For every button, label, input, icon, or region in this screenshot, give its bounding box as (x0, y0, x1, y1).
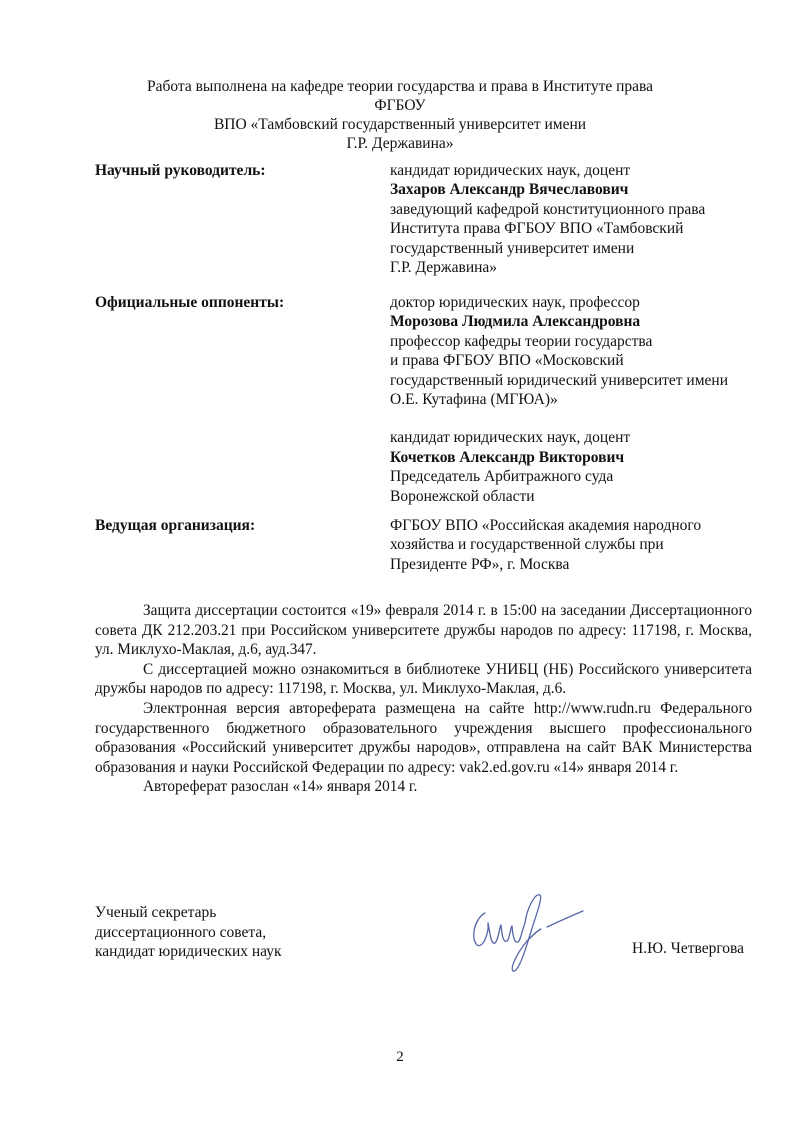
body-text (95, 601, 752, 797)
opponent-1-name: Морозова Людмила Александровна (390, 313, 641, 331)
defense-paragraph: Защита диссертации состоится «19» февраля 2014 г. в 15:00 на заседании Диссертационного совета ДК 212.203.21 при Российском университете дружбы народов по адресу: 117198, г. Москва, ул. Миклухо-Маклая, д.6, ауд.347. (95, 602, 752, 659)
supervisor-name: Захаров Александр Вячеславович (390, 181, 629, 199)
opponent-2-position-line: Воронежской области (390, 487, 535, 505)
lead-org-line: хозяйства и государственной службы при (390, 536, 664, 554)
supervisor-label: Научный руководитель: (95, 162, 266, 179)
electronic-version-paragraph: Электронная версия автореферата размещена на сайте http://www.rudn.ru Федерального государственного бюджетного образовательного учреждения высшего профессионального образования «Российский университет дружбы народов», отправлена на сайт ВАК Министерства образования и науки Российской Федерации по адресу: vak2.ed.gov.ru «14» января 2014 г. (95, 699, 752, 776)
opponent-2-position-line: Председатель Арбитражного суда (390, 468, 614, 486)
secretary-name: Н.Ю. Четвергова (632, 940, 745, 957)
secretary-line-1: Ученый секретарь (95, 904, 217, 921)
secretary-block (95, 903, 282, 962)
lead-org-line: Президенте РФ», г. Москва (390, 555, 570, 573)
lead-org-line: ФГБОУ ВПО «Российская академия народного (390, 517, 702, 534)
opponents-details (390, 293, 770, 506)
lead-org-details (390, 516, 770, 574)
opponent-1-position-line: государственный юридический университет имени (390, 371, 728, 389)
supervisor-position-line: Института права ФГБОУ ВПО «Тамбовский (390, 220, 684, 238)
opponents-label: Официальные оппоненты: (95, 294, 285, 311)
mailing-date-paragraph: Автореферат разослан «14» января 2014 г. (143, 778, 418, 796)
library-paragraph: С диссертацией можно ознакомиться в библиотеке УНИБЦ (НБ) Российского университета дружбы народов по адресу: 117198, г. Москва, ул. Миклухо-Маклая, д.6. (95, 660, 752, 698)
lead-org-label: Ведущая организация: (95, 517, 256, 534)
page-header (120, 77, 680, 153)
header-line-1: Работа выполнена на кафедре теории государства и права в Институте права ФГБОУ (146, 78, 654, 114)
opponent-2-name: Кочетков Александр Викторович (390, 448, 625, 466)
supervisor-position-line: Г.Р. Державина» (390, 259, 498, 277)
page-number: 2 (396, 1049, 404, 1065)
secretary-line-3: кандидат юридических наук (95, 943, 282, 960)
handwritten-signature (455, 883, 595, 978)
opponent-1-position-line: профессор кафедры теории государства (390, 332, 653, 350)
supervisor-details (390, 161, 770, 277)
header-line-2: ВПО «Тамбовский государственный университет имени (213, 116, 587, 133)
opponent-1-degree: доктор юридических наук, профессор (390, 294, 640, 311)
secretary-line-2: диссертационного совета, (95, 923, 267, 941)
opponent-1-position-line: и права ФГБОУ ВПО «Московский (390, 352, 624, 370)
header-line-3: Г.Р. Державина» (346, 135, 454, 152)
supervisor-degree: кандидат юридических наук, доцент (390, 162, 631, 179)
opponent-1-position-line: О.Е. Кутафина (МГЮА)» (390, 391, 558, 409)
supervisor-position-line: заведующий кафедрой конституционного права (390, 200, 706, 218)
supervisor-position-line: государственный университет имени (390, 239, 635, 257)
opponent-2-degree: кандидат юридических наук, доцент (390, 429, 631, 447)
